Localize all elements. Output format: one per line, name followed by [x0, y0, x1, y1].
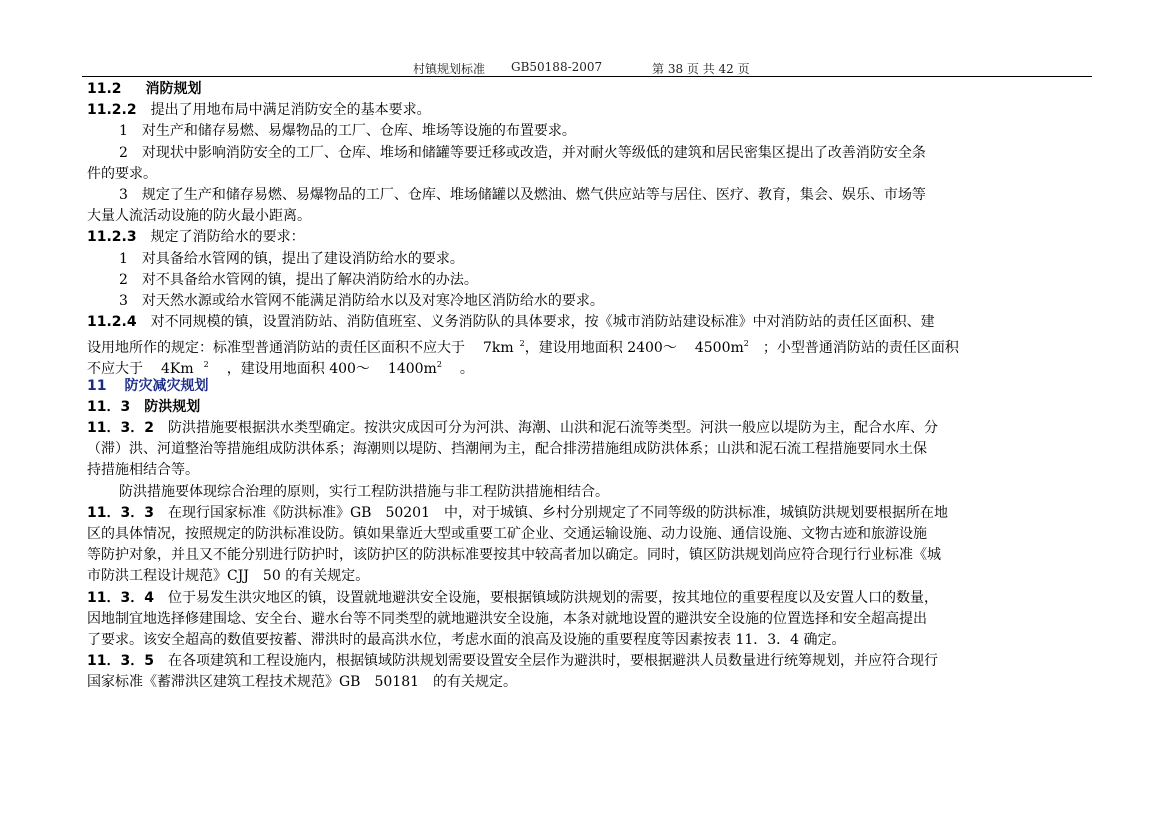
- paragraph-continuation: （滞）洪、河道整治等措施组成防洪体系；海潮则以堤防、挡潮闸为主，配合排涝措施组成防洪体系；山洪和泥石流工程措施要同水土保: [87, 441, 927, 458]
- chapter-title: 防灾减灾规划: [124, 377, 209, 394]
- paragraph-continuation: 因地制宜地选择修建围埝、安全台、避水台等不同类型的就地避洪安全设施，本条对就地设置的避洪安全设施的位置选择和安全超高提出: [87, 610, 927, 627]
- paragraph-continuation: 区的具体情况，按照规定的防洪标准设防。镇如果靠近大型或重要工矿企业、交通运输设施、动力设施、通信设施、文物古迹和旅游设施: [87, 525, 927, 542]
- clause-text: 防洪措施要根据洪水类型确定。按洪灾成因可分为河洪、海潮、山洪和泥石流等类型。河洪一般应以堤防为主，配合水库、分: [167, 420, 938, 436]
- paragraph-continuation: 国家标准《蓄滞洪区建筑工程技术规范》GB 50181 的有关规定。: [87, 674, 518, 691]
- clause-number: 11．3．4: [87, 589, 154, 606]
- list-item: 1 对生产和储存易燃、易爆物品的工厂、仓库、堆场等设施的布置要求。: [119, 123, 576, 140]
- text-run: 4Km: [161, 361, 194, 378]
- paragraph-continuation: [87, 354, 1087, 378]
- text-run: 设用地所作的规定：标准型普通消防站的责任区面积不应大于: [87, 340, 465, 357]
- section-heading: [87, 397, 1087, 418]
- header-code: GB50188-2007: [511, 60, 603, 74]
- list-item: 3 对天然水源或给水管网不能满足消防给水以及对寒冷地区消防给水的要求。: [119, 292, 604, 309]
- page-header: [0, 60, 1169, 76]
- paragraph-continuation: [87, 333, 1087, 357]
- clause-text: 提出了用地布局中满足消防安全的基本要求。: [150, 102, 431, 119]
- clause: [87, 588, 1087, 609]
- clause-text: 在现行国家标准《防洪标准》GB 50201 中，对于城镇、乡村分别规定了不同等级的防洪标准，城镇防洪规划要根据所在地: [167, 504, 948, 521]
- section-title: 防洪规划: [144, 398, 201, 415]
- clause: [87, 651, 1087, 672]
- paragraph-continuation: 持措施相结合等。: [87, 462, 199, 479]
- clause: [87, 503, 1087, 524]
- superscript: 2: [743, 339, 749, 349]
- clause: [87, 227, 1087, 248]
- text-run: ，建设用地面积 400～: [226, 361, 370, 378]
- text-run: 不应大于: [87, 361, 143, 378]
- superscript: 2: [203, 360, 209, 370]
- clause-number: 11.2.3: [87, 229, 137, 246]
- list-item: 3 规定了生产和储存易燃、易爆物品的工厂、仓库、堆场储罐以及燃油、燃气供应站等与居住、医疗、教育，集会、娱乐、市场等: [119, 186, 926, 203]
- paragraph-continuation: 市防洪工程设计规范》CJJ 50 的有关规定。: [87, 568, 370, 585]
- header-page-number: 第 38 页 共 42 页: [652, 62, 750, 76]
- list-item: 1 对具备给水管网的镇，提出了建设消防给水的要求。: [119, 250, 464, 267]
- section-title: 消防规划: [145, 81, 202, 97]
- header-title: 村镇规划标准: [413, 62, 486, 76]
- clause-number: 11．3．2: [87, 420, 154, 436]
- clause: [87, 312, 1087, 333]
- paragraph-continuation: 件的要求。: [87, 165, 157, 182]
- paragraph-continuation: 了要求。该安全超高的数值要按蓄、滞洪时的最高洪水位，考虑水面的浪高及设施的重要程度等因素按表 11．3．4 确定。: [87, 631, 846, 648]
- paragraph-continuation: 等防护对象，并且又不能分别进行防护时，该防护区的防洪标准要按其中较高者加以确定。同时，镇区防洪规划尚应符合现行行业标准《城: [87, 547, 941, 564]
- section-number: 11.2: [87, 81, 122, 97]
- chapter-number: 11: [87, 377, 107, 394]
- clause: [87, 100, 1087, 121]
- clause: [87, 418, 1087, 439]
- clause-text: 在各项建筑和工程设施内，根据镇域防洪规划需要设置安全层作为避洪时，要根据避洪人员数量进行统筹规划，并应符合现行: [167, 653, 938, 670]
- clause-number: 11.2.4: [87, 314, 137, 331]
- section-number: 11．3: [87, 398, 131, 415]
- text-run: 4500m: [694, 340, 744, 357]
- clause-text: 对不同规模的镇，设置消防站、消防值班室、义务消防队的具体要求，按《城市消防站建设标准》中对消防站的责任区面积、建: [150, 314, 935, 331]
- superscript: 2: [436, 360, 442, 370]
- header-rule: [82, 76, 1092, 77]
- paragraph-continuation: 大量人流活动设施的防火最小距离。: [87, 208, 311, 225]
- clause-text: 规定了消防给水的要求：: [150, 229, 305, 246]
- text-run: ，建设用地面积 2400～: [524, 340, 677, 357]
- text-run: 。: [459, 361, 474, 378]
- clause-number: 11.2.2: [87, 102, 137, 119]
- list-item: 2 对现状中影响消防安全的工厂、仓库、堆场和储罐等要迁移或改造，并对耐火等级低的建筑和居民密集区提出了改善消防安全条: [119, 144, 926, 161]
- text-run: ；小型普通消防站的责任区面积: [762, 340, 959, 357]
- clause-text: 位于易发生洪灾地区的镇，设置就地避洪安全设施，要根据镇域防洪规划的需要，按其地位的重要程度以及安置人口的数量，: [167, 589, 938, 606]
- superscript: 2: [519, 339, 525, 349]
- document-body: [87, 79, 1087, 693]
- clause-number: 11．3．3: [87, 504, 154, 521]
- section-heading: [87, 79, 1087, 100]
- clause-number: 11．3．5: [87, 653, 154, 670]
- text-run: 1400m: [387, 361, 437, 378]
- chapter-heading: [87, 376, 1087, 397]
- list-item: 2 对不具备给水管网的镇，提出了解决消防给水的办法。: [119, 271, 478, 288]
- paragraph: 防洪措施要体现综合治理的原则，实行工程防洪措施与非工程防洪措施相结合。: [119, 483, 609, 500]
- text-run: 7km: [483, 340, 514, 357]
